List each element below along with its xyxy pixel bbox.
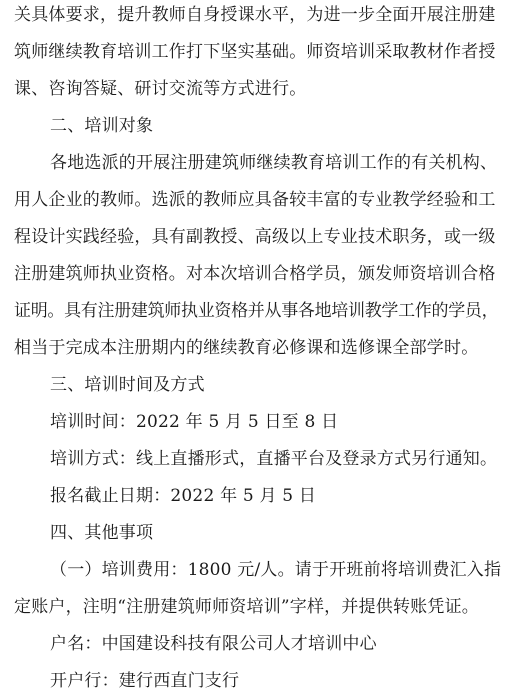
training-time: 培训时间：2022 年 5 月 5 日至 8 日 (50, 412, 339, 432)
paragraph-line: 注册建筑师执业资格。对本次培训合格学员，颁发师资培训合格 (14, 264, 496, 284)
paragraph-line: 各地选派的开展注册建筑师继续教育培训工作的有关机构、 (50, 153, 498, 173)
bank-name: 开户行：建行西直门支行 (50, 671, 240, 691)
paragraph-line: 程设计实践经验，具有副教授、高级以上专业技术职务，或一级 (14, 227, 496, 247)
training-method: 培训方式：线上直播形式，直播平台及登录方式另行通知。 (50, 449, 498, 469)
intro-line: 课、咨询答疑、研讨交流等方式进行。 (14, 79, 307, 99)
paragraph-line: 证明。具有注册建筑师执业资格并从事各地培训教学工作的学员， (14, 301, 499, 321)
fee-line: （一）培训费用：1800 元/人。请于开班前将培训费汇入指 (50, 560, 502, 580)
account-name: 户名：中国建设科技有限公司人才培训中心 (50, 634, 377, 654)
section-heading-other-matters: 四、其他事项 (50, 523, 154, 543)
intro-line: 筑师继续教育培训工作打下坚实基础。师资培训采取教材作者授 (14, 42, 496, 62)
paragraph-line: 相当于完成本注册期内的继续教育必修课和选修课全部学时。 (14, 338, 479, 358)
paragraph-line: 用人企业的教师。选派的教师应具备较丰富的专业教学经验和工 (14, 190, 496, 210)
fee-line: 定账户，注明“注册建筑师师资培训”字样，并提供转账凭证。 (14, 597, 479, 617)
section-heading-time-method: 三、培训时间及方式 (50, 375, 205, 395)
section-heading-training-target: 二、培训对象 (50, 116, 154, 136)
registration-deadline: 报名截止日期：2022 年 5 月 5 日 (50, 486, 317, 506)
intro-line: 关具体要求，提升教师自身授课水平，为进一步全面开展注册建 (14, 5, 496, 25)
